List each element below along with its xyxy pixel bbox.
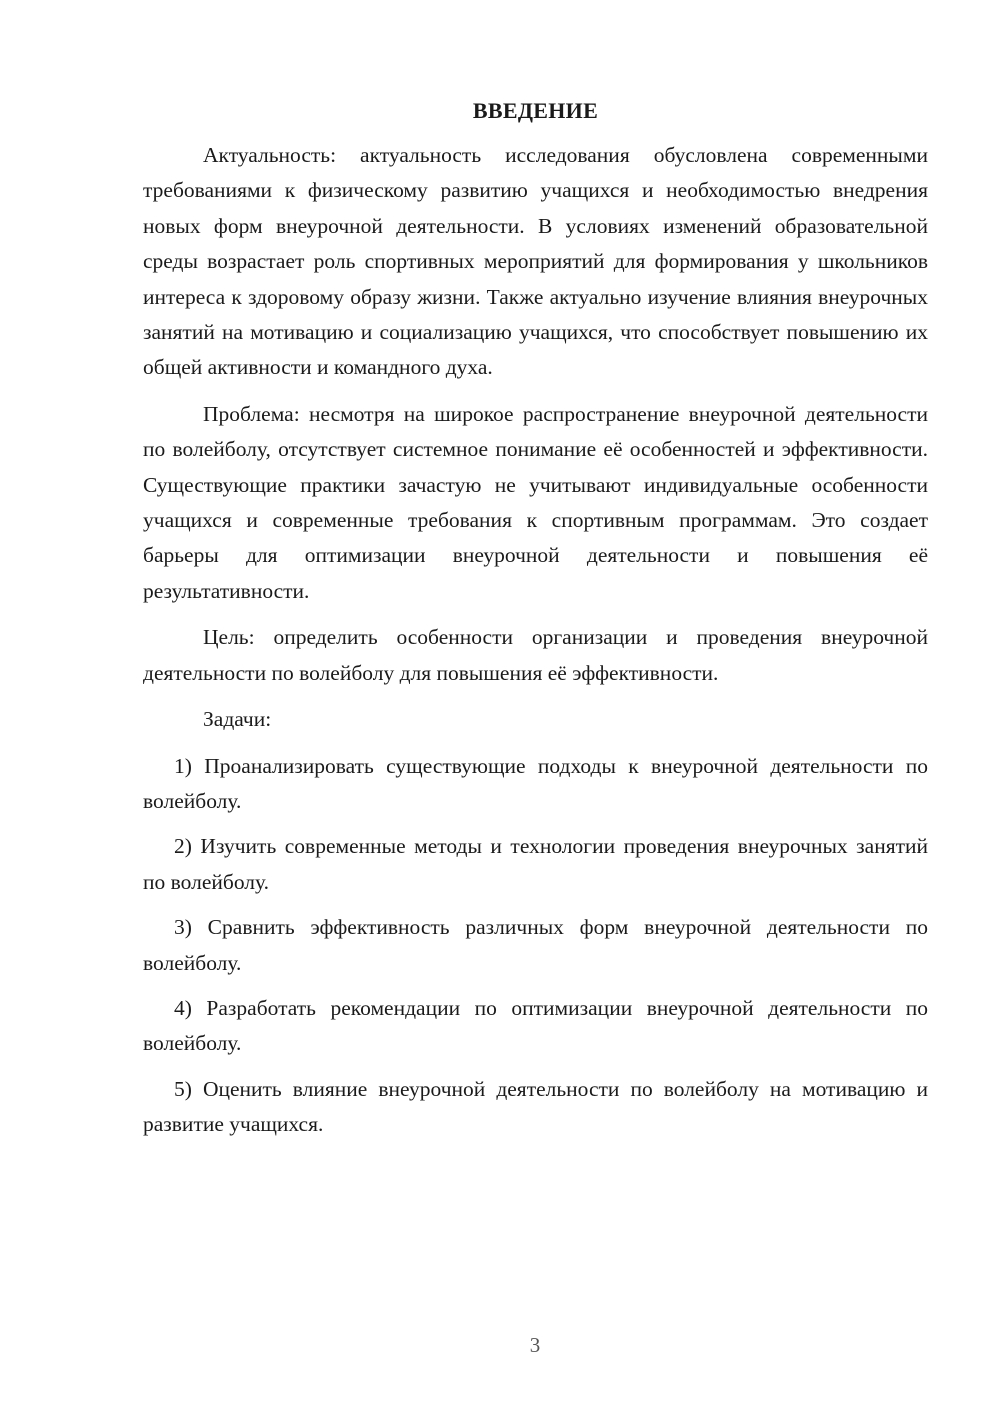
paragraph-goal: Цель: определить особенности организации и проведения внеурочной деятельности по волейболу для повышения её эффективности. (143, 625, 928, 685)
task-item: 4) Разработать рекомендации по оптимизации внеурочной деятельности по волейболу. (143, 995, 928, 1056)
tasks-heading: Задачи: (203, 707, 272, 732)
page-title: ВВЕДЕНИЕ (472, 98, 599, 123)
page-number: 3 (529, 1333, 541, 1357)
task-item: 5) Оценить влияние внеурочной деятельности по волейболу на мотивацию и развитие учащихся. (143, 1076, 928, 1137)
task-item: 2) Изучить современные методы и технологии проведения внеурочных занятий по волейболу. (143, 834, 928, 894)
task-item: 3) Сравнить эффективность различных форм внеурочной деятельности по волейболу. (143, 915, 928, 975)
paragraph-relevance: Актуальность: актуальность исследования обусловлена современными требованиями к физическому развитию учащихся и необходимостью внедрения новых форм внеурочной деятельности. В условиях изменений образовательной среды возрастает роль спортивных мероприятий для формирования у школьников интереса к здоровому образу жизни. Также актуально изучение влияния внеурочных занятий на мотивацию и социализацию учащихся, что способствует повышению их общей активности и командного духа. (143, 143, 928, 380)
paragraph-problem: Проблема: несмотря на широкое распространение внеурочной деятельности по волейболу, отсутствует системное понимание её особенностей и эффективности. Существующие практики зачастую не учитывают индивидуальные особенности учащихся и современные требования к спортивным программам. Это создает барьеры для оптимизации внеурочной деятельности и повышения её результативности. (143, 401, 928, 603)
task-item: 1) Проанализировать существующие подходы к внеурочной деятельности по волейболу. (143, 753, 928, 813)
document-page (143, 96, 928, 1153)
